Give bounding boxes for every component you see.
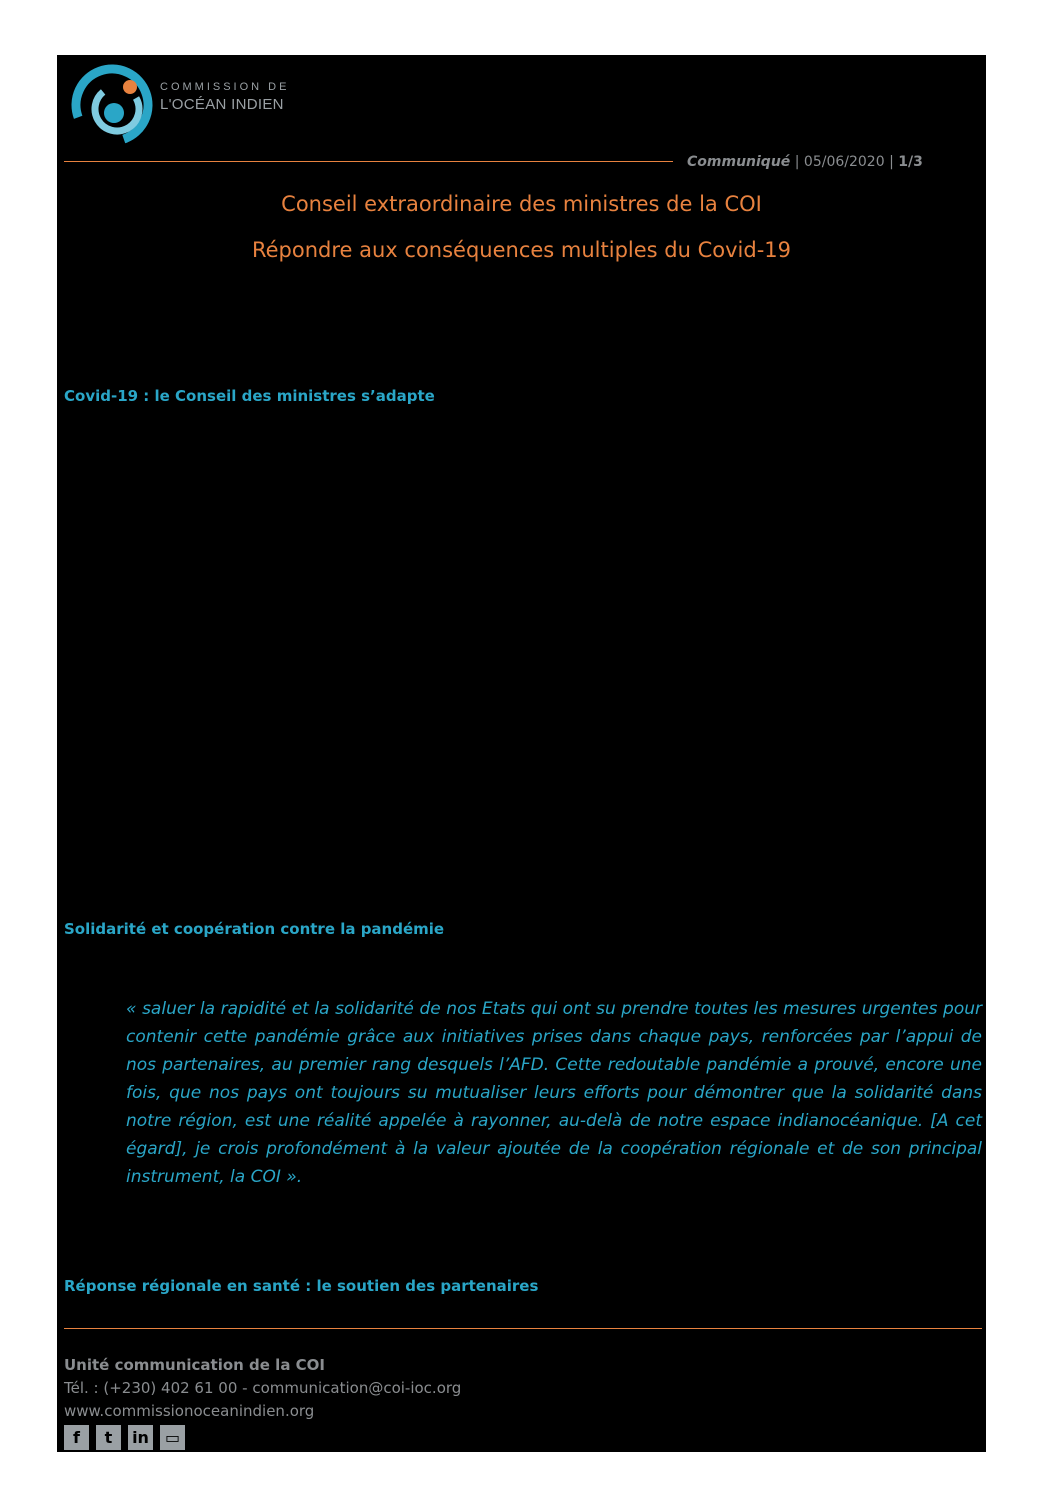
linkedin-icon[interactable]: in	[128, 1425, 153, 1450]
document-page	[57, 55, 986, 1452]
page-number: 1/3	[898, 154, 923, 170]
footer-org-name: Unité communication de la COI	[64, 1356, 326, 1374]
doc-date: 05/06/2020	[803, 154, 885, 170]
document-title: Conseil extraordinaire des ministres de la COI	[281, 192, 762, 216]
logo-line-2: L'OCÉAN INDIEN	[160, 96, 284, 113]
footer-divider	[64, 1328, 982, 1329]
logo-wordmark	[160, 82, 289, 112]
meta-separator: |	[794, 154, 800, 170]
section-heading-covid: Covid-19 : le Conseil des ministres s’adapte	[64, 387, 435, 405]
logo-line-1: COMMISSION DE	[160, 81, 290, 93]
section-heading-solidarity: Solidarité et coopération contre la pandémie	[64, 920, 445, 938]
doc-type: Communiqué	[687, 154, 791, 170]
footer-website-link[interactable]: www.commissionoceanindien.org	[64, 1402, 315, 1420]
social-links	[64, 1425, 185, 1450]
header-divider	[64, 161, 673, 162]
document-meta	[687, 154, 986, 170]
quote-paragraph: « saluer la rapidité et la solidarité de nos Etats qui ont su prendre toutes les mesures urgentes pour contenir cette pandémie grâce aux initiatives prises dans chaque pays, renforcées par l’appui de nos partenaires, au premier rang desquels l’AFD. Cette redoutable pandémie a prouvé, encore une fois, que nos pays ont toujours su mutualiser leurs efforts pour démontrer que la solidarité dans notre région, est une réalité appelée à rayonner, au-delà de notre espace indianocéanique. [A cet égard], je crois profondément à la valeur ajoutée de la coopération régionale et de son principal instrument, la COI ».	[126, 999, 982, 1187]
coi-logo-icon	[70, 63, 156, 147]
twitter-icon[interactable]: t	[96, 1425, 121, 1450]
document-subtitle: Répondre aux conséquences multiples du Covid-19	[251, 238, 792, 262]
footer-contact[interactable]: Tél. : (+230) 402 61 00 - communication@coi-ioc.org	[64, 1379, 462, 1397]
facebook-icon[interactable]: f	[64, 1425, 89, 1450]
meta-separator-2: |	[889, 154, 894, 170]
youtube-icon[interactable]: ▭	[160, 1425, 185, 1450]
section-heading-health: Réponse régionale en santé : le soutien des partenaires	[64, 1277, 539, 1295]
